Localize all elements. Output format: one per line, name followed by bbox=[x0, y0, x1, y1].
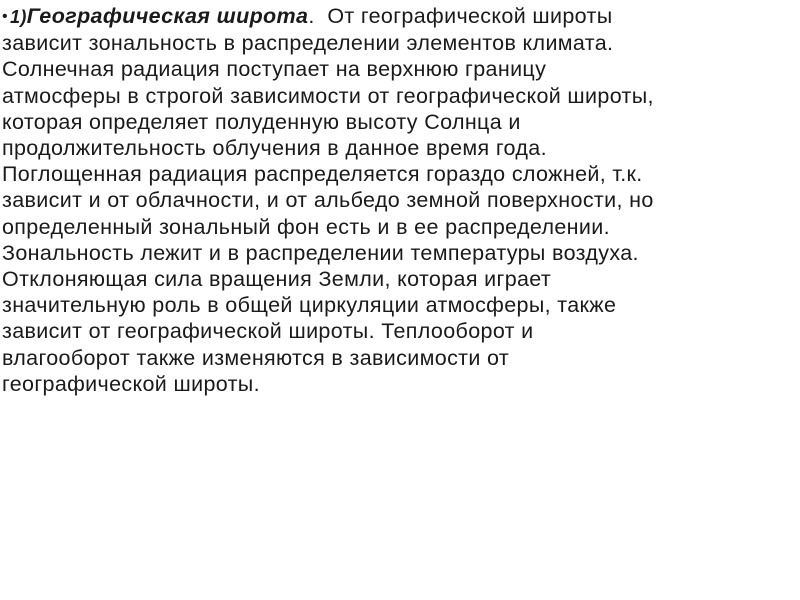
body-line: зависит и от облачности, и от альбедо земной поверхности, но bbox=[2, 188, 654, 213]
body-line: значительную роль в общей циркуляции атмосферы, также bbox=[2, 293, 617, 318]
heading-number: 1) bbox=[10, 7, 27, 27]
body-line: Поглощенная радиация распределяется гораздо сложней, т.к. bbox=[2, 162, 643, 187]
heading-title: Географическая широта bbox=[26, 4, 309, 28]
body-line: От географической широты bbox=[327, 4, 613, 28]
paragraph-latitude bbox=[2, 3, 800, 397]
body-line: продолжительность облучения в данное время года. bbox=[2, 136, 547, 161]
body-line: географической широты. bbox=[2, 371, 260, 396]
body-line: определенный зональный фон есть и в ее распределении. bbox=[2, 214, 610, 239]
text-line-1 bbox=[2, 3, 800, 30]
body-line: зависит от географической широты. Теплооборот и bbox=[2, 319, 534, 344]
body-line: Отклоняющая сила вращения Земли, которая играет bbox=[2, 267, 552, 292]
heading-suffix: . bbox=[308, 4, 328, 28]
body-line: Зональность лежит и в распределении температуры воздуха. bbox=[2, 240, 639, 265]
bullet-icon: • bbox=[2, 8, 8, 25]
body-line: зависит зональность в распределении элементов климата. bbox=[2, 31, 614, 56]
body-line: которая определяет полуденную высоту Солнца и bbox=[2, 109, 521, 134]
body-line: атмосферы в строгой зависимости от географической широты, bbox=[2, 83, 654, 108]
body-line: влагооборот также изменяются в зависимости от bbox=[2, 345, 510, 370]
body-line: Солнечная радиация поступает на верхнюю границу bbox=[2, 57, 547, 82]
